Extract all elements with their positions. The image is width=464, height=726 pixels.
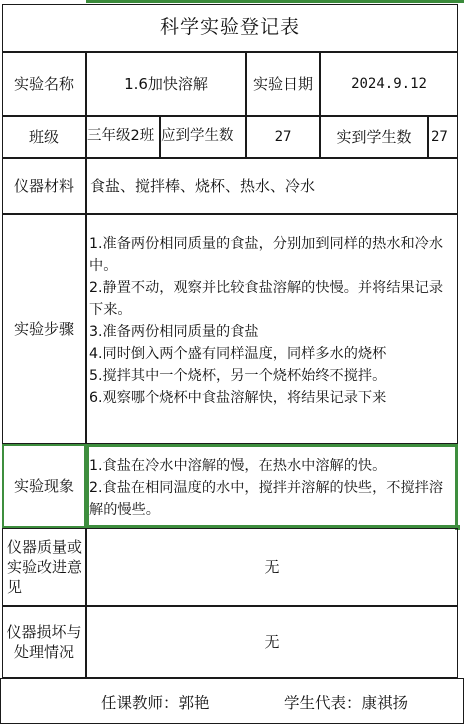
step-item: 4.同时倒入两个盛有同样温度，同样多水的烧杯	[89, 346, 387, 362]
expected-students-label: 应到学生数	[160, 116, 246, 158]
step-item: 6.观察哪个烧杯中食盐溶解快，将结果记录下来	[89, 390, 387, 406]
damage-value[interactable]: 无	[86, 606, 458, 678]
materials-value[interactable]: 食盐、搅拌棒、烧杯、热水、冷水	[86, 158, 458, 214]
class-label: 班级	[2, 116, 86, 158]
observation-item: 2.食盐在相同温度的水中，搅拌并溶解的快些，不搅拌溶解的慢些。	[89, 480, 444, 518]
experiment-date-value[interactable]: 2024.9.12	[320, 52, 458, 116]
step-item: 2.静置不动，观察并比较食盐溶解的快慢。并将结果记录下来。	[89, 280, 444, 318]
cell-selection-frame[interactable]	[86, 444, 458, 528]
experiment-name-label: 实验名称	[2, 52, 86, 116]
experiment-date-label: 实验日期	[246, 52, 320, 116]
student-representative[interactable]: 学生代表：康祺扬	[284, 694, 409, 712]
signature-row	[0, 678, 464, 724]
form-title: 科学实验登记表	[2, 4, 458, 52]
steps-value[interactable]	[86, 214, 458, 444]
selection-row-header-highlight	[2, 444, 86, 528]
quality-value[interactable]: 无	[86, 528, 458, 606]
teacher-signature[interactable]: 任课教师：郭艳	[101, 694, 210, 712]
actual-students-value[interactable]: 27	[428, 116, 458, 158]
selection-top-edge	[86, 0, 464, 3]
class-value[interactable]: 三年级2班	[86, 116, 160, 158]
observation-item: 1.食盐在冷水中溶解的慢，在热水中溶解的快。	[89, 458, 387, 474]
observation-label: 实验现象	[2, 444, 86, 528]
step-item: 5.搅拌其中一个烧杯，另一个烧杯始终不搅拌。	[89, 368, 387, 384]
damage-label: 仪器损坏与处理情况	[2, 606, 86, 678]
steps-label: 实验步骤	[2, 214, 86, 444]
quality-label: 仪器质量或实验改进意见	[2, 528, 86, 606]
expected-students-value[interactable]: 27	[246, 116, 320, 158]
experiment-name-value[interactable]: 1.6加快溶解	[86, 52, 246, 116]
step-item: 3.准备两份相同质量的食盐	[89, 324, 259, 340]
step-item: 1.准备两份相同质量的食盐，分别加到同样的热水和冷水中。	[89, 236, 444, 274]
actual-students-label: 实到学生数	[320, 116, 428, 158]
materials-label: 仪器材料	[2, 158, 86, 214]
